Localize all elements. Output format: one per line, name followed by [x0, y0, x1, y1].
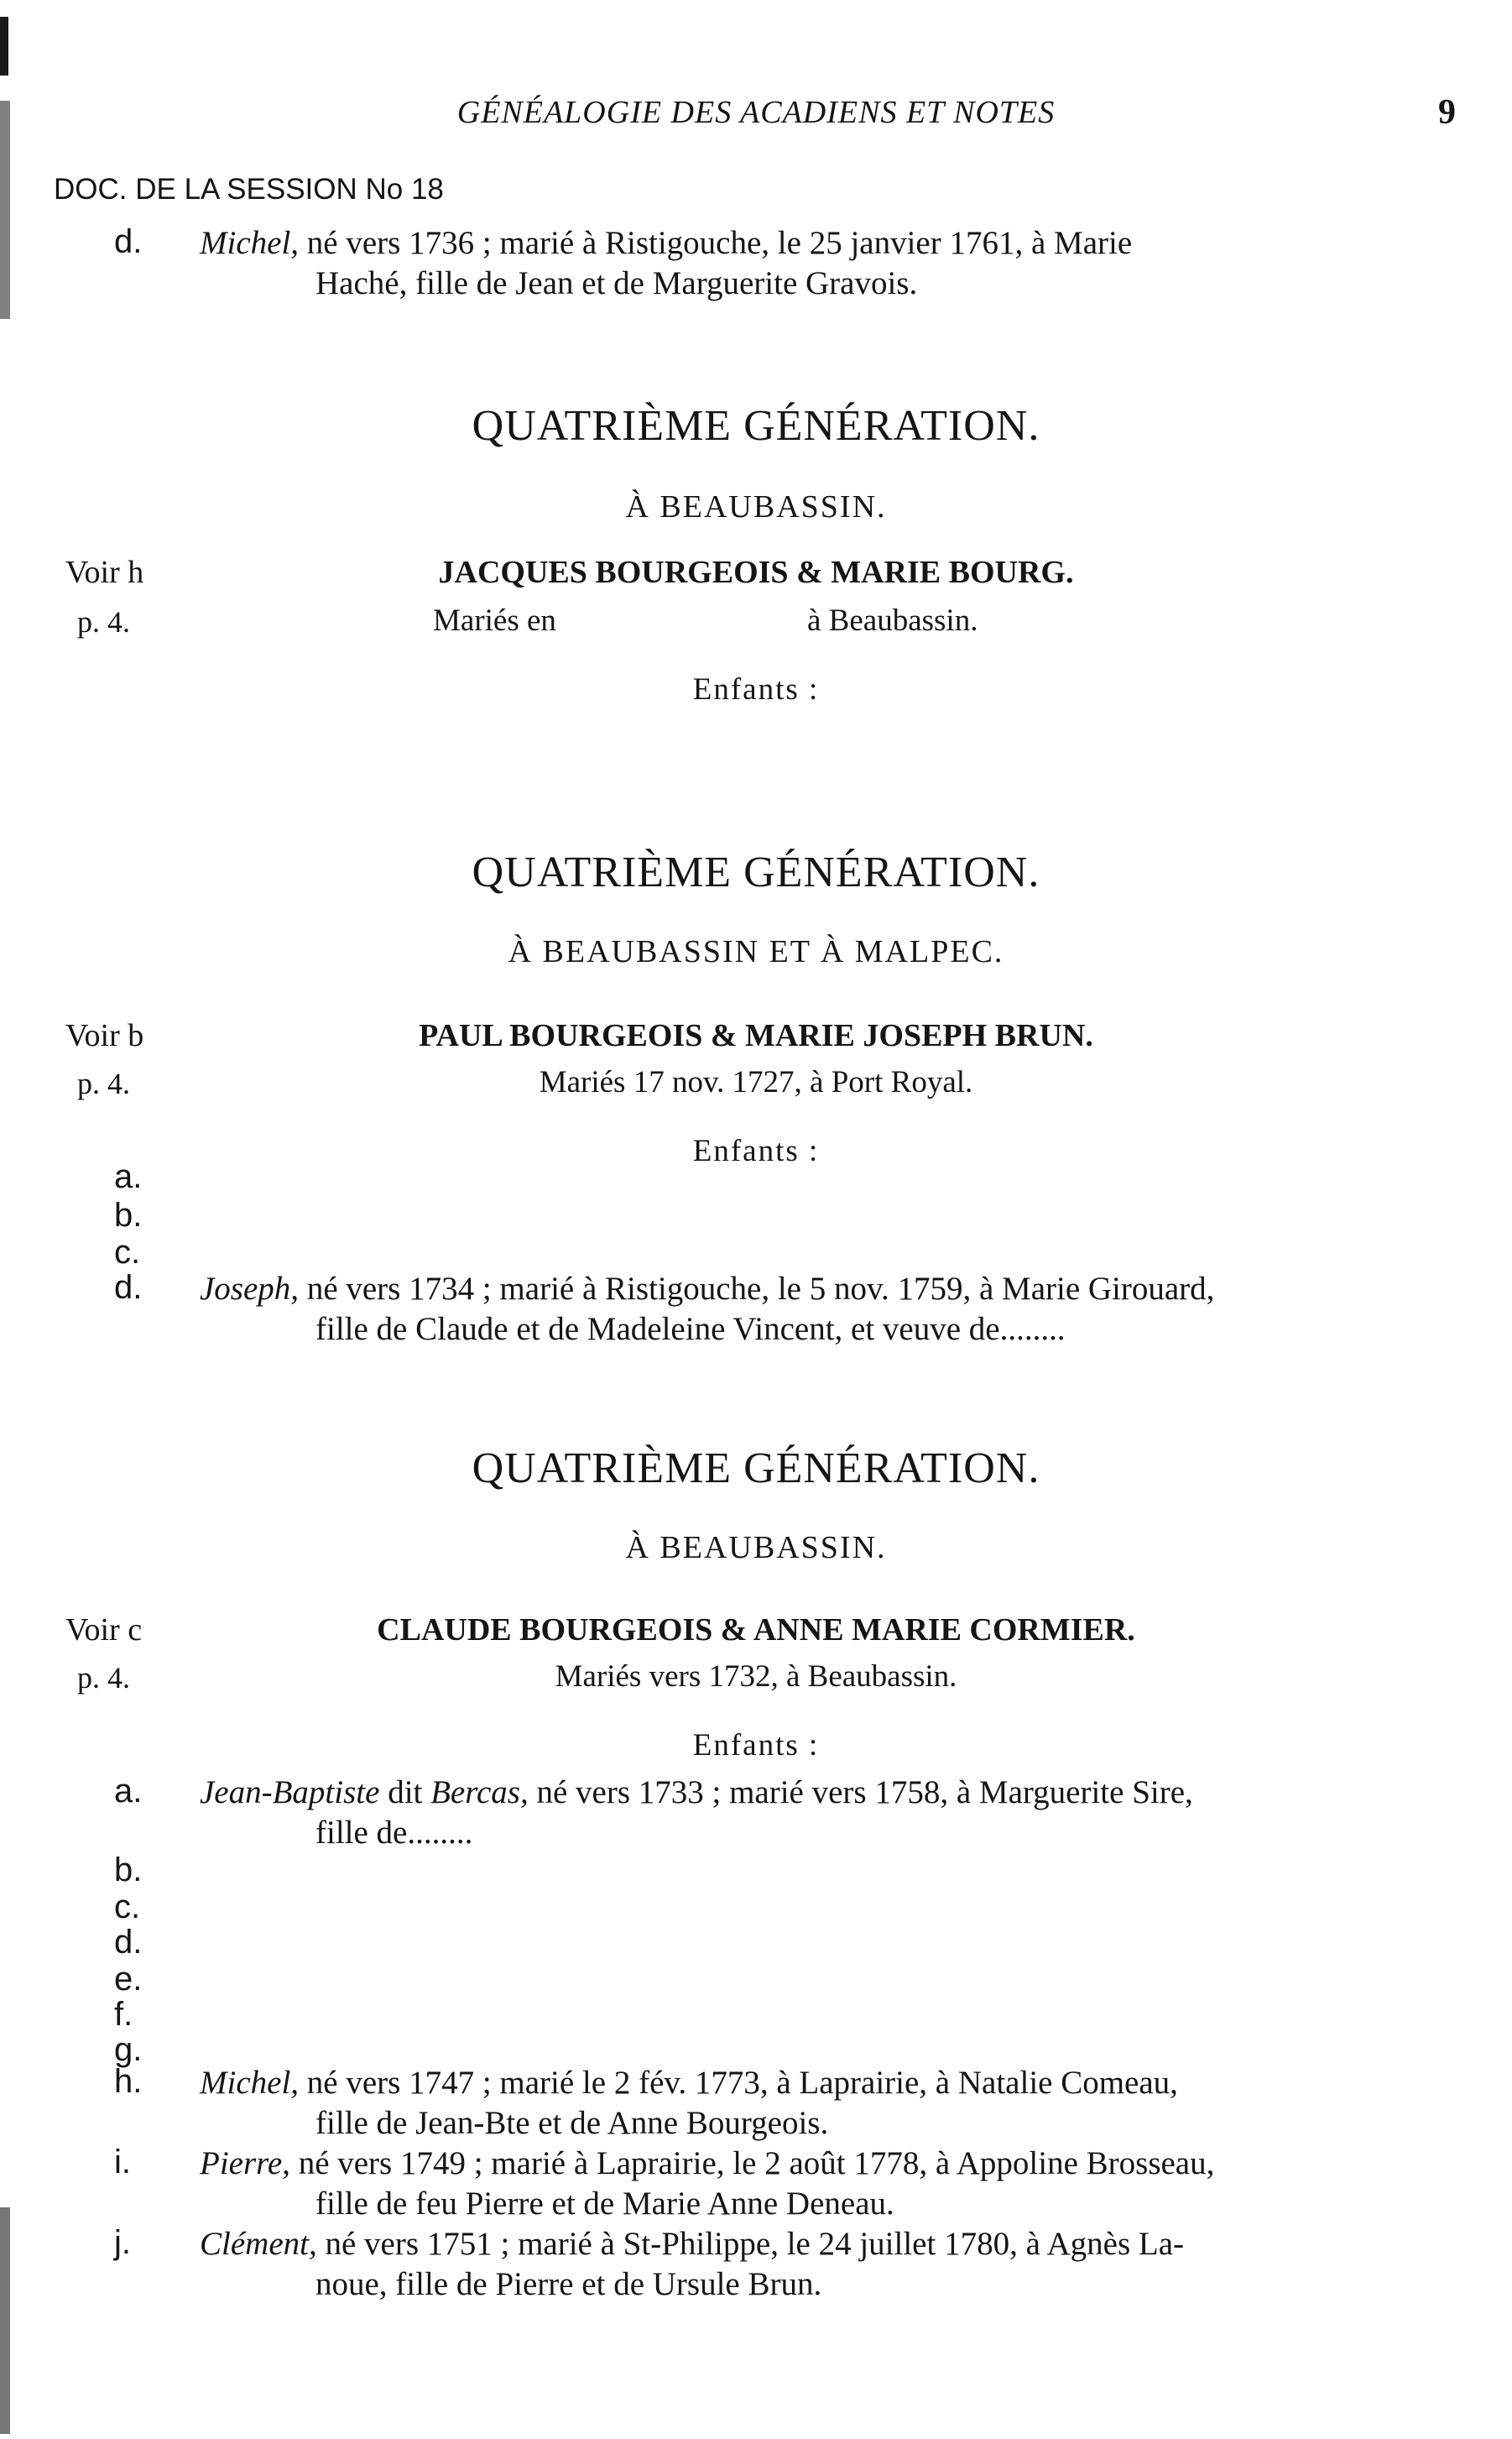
entry-michel — [200, 223, 1458, 304]
entry-clement — [200, 2224, 1458, 2305]
place-heading: À BEAUBASSIN. — [625, 489, 887, 525]
scan-edge-mark — [0, 17, 8, 76]
cross-reference: Voir h — [65, 555, 144, 590]
child-letter: a. — [114, 1773, 143, 1810]
child-letter: j. — [114, 2224, 131, 2261]
child-letter: d. — [114, 1924, 143, 1961]
entry-joseph — [200, 1269, 1458, 1350]
marriage-line: Mariés vers 1732, à Beaubassin. — [555, 1659, 957, 1694]
entry-name: Michel, — [200, 225, 300, 261]
child-letter: e. — [114, 1961, 143, 1998]
children-label: Enfants : — [692, 1728, 820, 1763]
entry-michel-2 — [200, 2063, 1458, 2144]
entry-name: Jean-Baptiste — [200, 1774, 380, 1810]
child-letter: a. — [114, 1158, 143, 1195]
child-letter: c. — [114, 1888, 141, 1925]
generation-heading: QUATRIÈME GÉNÉRATION. — [472, 849, 1040, 896]
entry-name: Joseph, — [200, 1271, 300, 1307]
generation-heading: QUATRIÈME GÉNÉRATION. — [472, 402, 1040, 450]
child-letter: f. — [114, 1996, 133, 2033]
entry-text: dit — [379, 1774, 431, 1810]
session-label: DOC. DE LA SESSION No 18 — [54, 173, 444, 206]
entry-text-cont: fille de feu Pierre et de Marie Anne Deneau. — [315, 2186, 894, 2222]
scan-edge-mark — [0, 101, 10, 319]
place-heading: À BEAUBASSIN ET À MALPEC. — [508, 934, 1004, 969]
entry-pierre — [200, 2144, 1458, 2224]
entry-text: né vers 1736 ; marié à Ristigouche, le 25 janvier 1761, à Marie — [299, 225, 1133, 261]
entry-text: né vers 1751 ; marié à St-Philippe, le 24 juillet 1780, à Agnès La- — [316, 2226, 1185, 2262]
couple-heading: JACQUES BOURGEOIS & MARIE BOURG. — [438, 555, 1074, 590]
running-title: GÉNÉALOGIE DES ACADIENS ET NOTES — [456, 95, 1056, 130]
place-heading: À BEAUBASSIN. — [625, 1530, 887, 1565]
entry-text-cont: fille de........ — [315, 1815, 473, 1851]
couple-heading: PAUL BOURGEOIS & MARIE JOSEPH BRUN. — [419, 1018, 1093, 1053]
child-letter: h. — [114, 2063, 143, 2100]
cross-reference-page: p. 4. — [77, 1661, 130, 1695]
cross-reference: Voir b — [65, 1018, 144, 1053]
scan-edge-mark — [0, 2207, 10, 2434]
child-letter: i. — [114, 2144, 131, 2180]
entry-text-cont: fille de Claude et de Madeleine Vincent, et veuve de........ — [315, 1311, 1066, 1347]
cross-reference-page: p. 4. — [77, 1067, 130, 1100]
entry-text: né vers 1734 ; marié à Ristigouche, le 5 nov. 1759, à Marie Girouard, — [299, 1271, 1215, 1307]
child-letter: b. — [114, 1851, 143, 1888]
entry-letter: d. — [114, 223, 143, 260]
entry-name: Pierre, — [200, 2145, 290, 2181]
couple-heading: CLAUDE BOURGEOIS & ANNE MARIE CORMIER. — [377, 1612, 1135, 1648]
marriage-place: à Beaubassin. — [807, 603, 978, 638]
entry-text-cont: noue, fille de Pierre et de Ursule Brun. — [315, 2266, 822, 2302]
cross-reference: Voir c — [65, 1612, 143, 1648]
child-letter: c. — [114, 1234, 141, 1271]
entry-alias: Bercas, — [430, 1774, 529, 1810]
entry-name: Clément, — [200, 2226, 317, 2262]
page-number: 9 — [1438, 93, 1456, 132]
entry-text: né vers 1747 ; marié le 2 fév. 1773, à Laprairie, à Natalie Comeau, — [299, 2065, 1178, 2101]
child-letter: b. — [114, 1197, 143, 1234]
entry-text-cont: Haché, fille de Jean et de Marguerite Gravois. — [315, 265, 918, 301]
generation-heading: QUATRIÈME GÉNÉRATION. — [472, 1444, 1040, 1492]
child-letter: d. — [114, 1269, 143, 1306]
child-letter: g. — [114, 2031, 143, 2068]
children-label: Enfants : — [692, 1134, 820, 1168]
entry-jean-baptiste — [200, 1773, 1458, 1853]
children-label: Enfants : — [692, 672, 820, 707]
marriage-line: Mariés en — [433, 603, 556, 638]
entry-text-cont: fille de Jean-Bte et de Anne Bourgeois. — [315, 2105, 829, 2141]
marriage-line: Mariés 17 nov. 1727, à Port Royal. — [539, 1065, 973, 1099]
entry-text: né vers 1733 ; marié vers 1758, à Marguerite Sire, — [528, 1774, 1193, 1810]
entry-text: né vers 1749 ; marié à Laprairie, le 2 août 1778, à Appoline Brosseau, — [289, 2145, 1215, 2181]
cross-reference-page: p. 4. — [77, 605, 130, 639]
entry-name: Michel, — [200, 2065, 300, 2101]
